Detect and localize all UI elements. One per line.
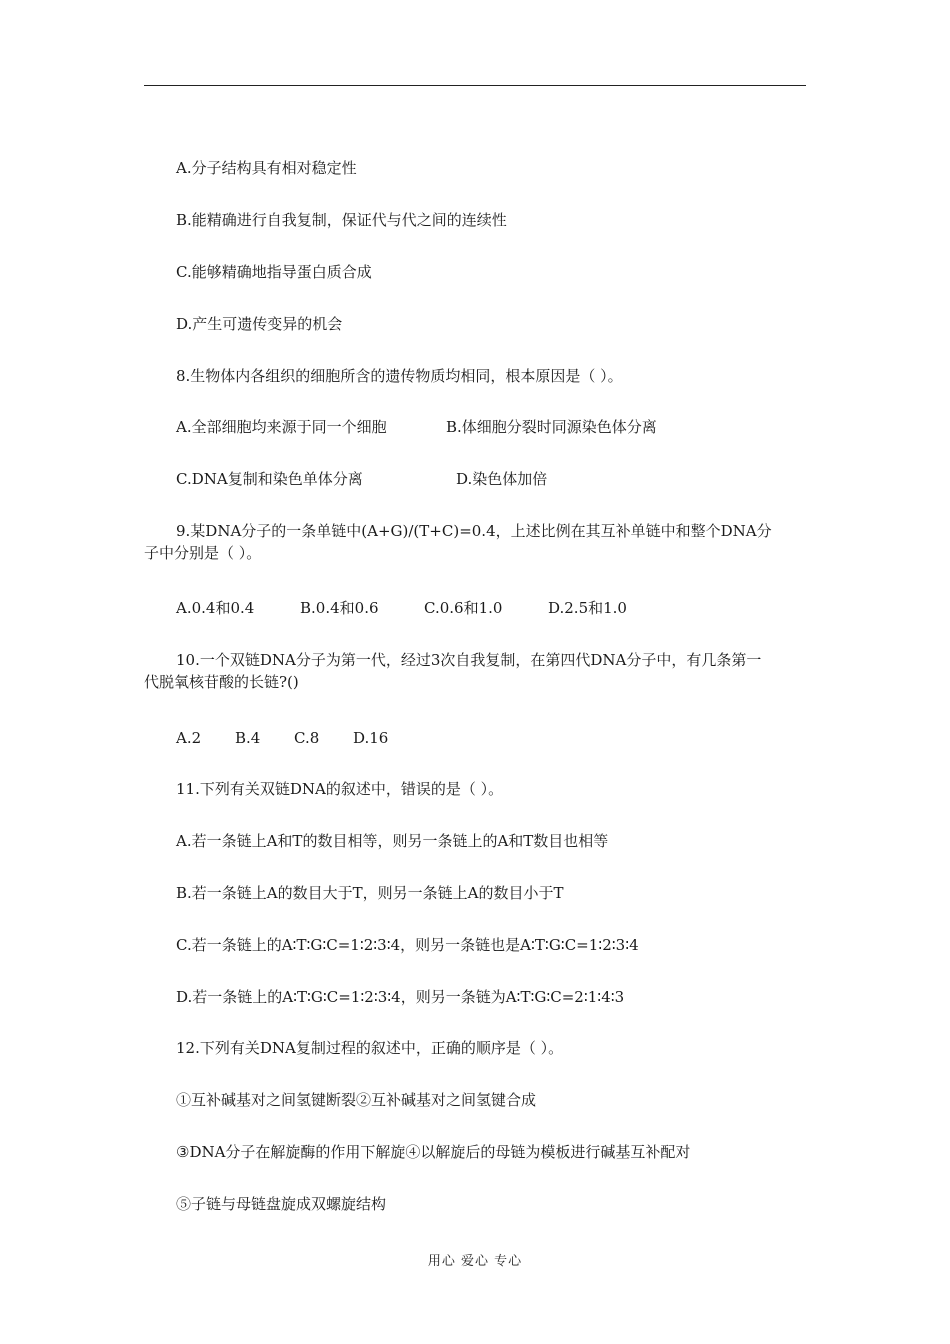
question-9-line-1: 9.某DNA分子的一条单链中(A+G)/(T+C)=0.4，上述比例在其互补单链中和整个DNA分 — [176, 522, 772, 540]
q11-option-d: D.若一条链上的A∶T∶G∶C=1∶2∶3∶4，则另一条链为A∶T∶G∶C=2∶1∶4∶3 — [176, 988, 625, 1006]
q9-options — [176, 597, 627, 619]
q10-options — [176, 727, 388, 749]
q8-options-row-2 — [176, 468, 547, 490]
question-11: 11.下列有关双链DNA的叙述中，错误的是（ ）。 — [176, 780, 504, 798]
page-footer: 用心 爱心 专心 — [427, 1254, 523, 1269]
q10-option-c: C.8 — [294, 729, 320, 747]
q10-option-d: D.16 — [353, 729, 389, 747]
q8-option-c: C.DNA复制和染色单体分离 — [176, 470, 363, 488]
q7-option-a: A.分子结构具有相对稳定性 — [176, 159, 357, 177]
q8-option-b: B.体细胞分裂时同源染色体分离 — [446, 418, 657, 436]
question-10-line-1: 10.一个双链DNA分子为第一代，经过3次自我复制，在第四代DNA分子中，有几条第一 — [176, 651, 762, 669]
q11-option-a: A.若一条链上A和T的数目相等，则另一条链上的A和T数目也相等 — [176, 832, 609, 850]
question-12: 12.下列有关DNA复制过程的叙述中，正确的顺序是（ ）。 — [176, 1039, 564, 1057]
q9-option-c: C.0.6和1.0 — [424, 599, 503, 617]
q10-option-a: A.2 — [176, 729, 202, 747]
q8-option-d: D.染色体加倍 — [456, 470, 548, 488]
question-9 — [144, 520, 806, 564]
question-8: 8.生物体内各组织的细胞所含的遗传物质均相同，根本原因是（ ）。 — [176, 367, 623, 385]
q10-option-b: B.4 — [235, 729, 261, 747]
q7-option-c: C.能够精确地指导蛋白质合成 — [176, 263, 372, 281]
q9-option-a: A.0.4和0.4 — [176, 599, 255, 617]
q9-option-d: D.2.5和1.0 — [548, 599, 627, 617]
header-rule — [144, 85, 806, 86]
q9-option-b: B.0.4和0.6 — [300, 599, 379, 617]
q8-options-row-1 — [176, 416, 657, 438]
q11-option-b: B.若一条链上A的数目大于T，则另一条链上A的数目小于T — [176, 884, 564, 902]
q7-option-d: D.产生可遗传变异的机会 — [176, 315, 343, 333]
q12-steps-2: ③DNA分子在解旋酶的作用下解旋④以解旋后的母链为模板进行碱基互补配对 — [176, 1143, 691, 1161]
q8-option-a: A.全部细胞均来源于同一个细胞 — [176, 418, 387, 436]
question-9-line-2: 子中分别是（ ）。 — [144, 544, 262, 562]
q7-option-b: B.能精确进行自我复制，保证代与代之间的连续性 — [176, 211, 507, 229]
question-10 — [144, 649, 806, 693]
q12-steps-1: ①互补碱基对之间氢键断裂②互补碱基对之间氢键合成 — [176, 1091, 537, 1109]
question-10-line-2: 代脱氧核苷酸的长链?() — [144, 673, 299, 691]
q11-option-c: C.若一条链上的A∶T∶G∶C=1∶2∶3∶4，则另一条链也是A∶T∶G∶C=1∶2∶3∶4 — [176, 936, 639, 954]
q12-steps-3: ⑤子链与母链盘旋成双螺旋结构 — [176, 1195, 387, 1213]
